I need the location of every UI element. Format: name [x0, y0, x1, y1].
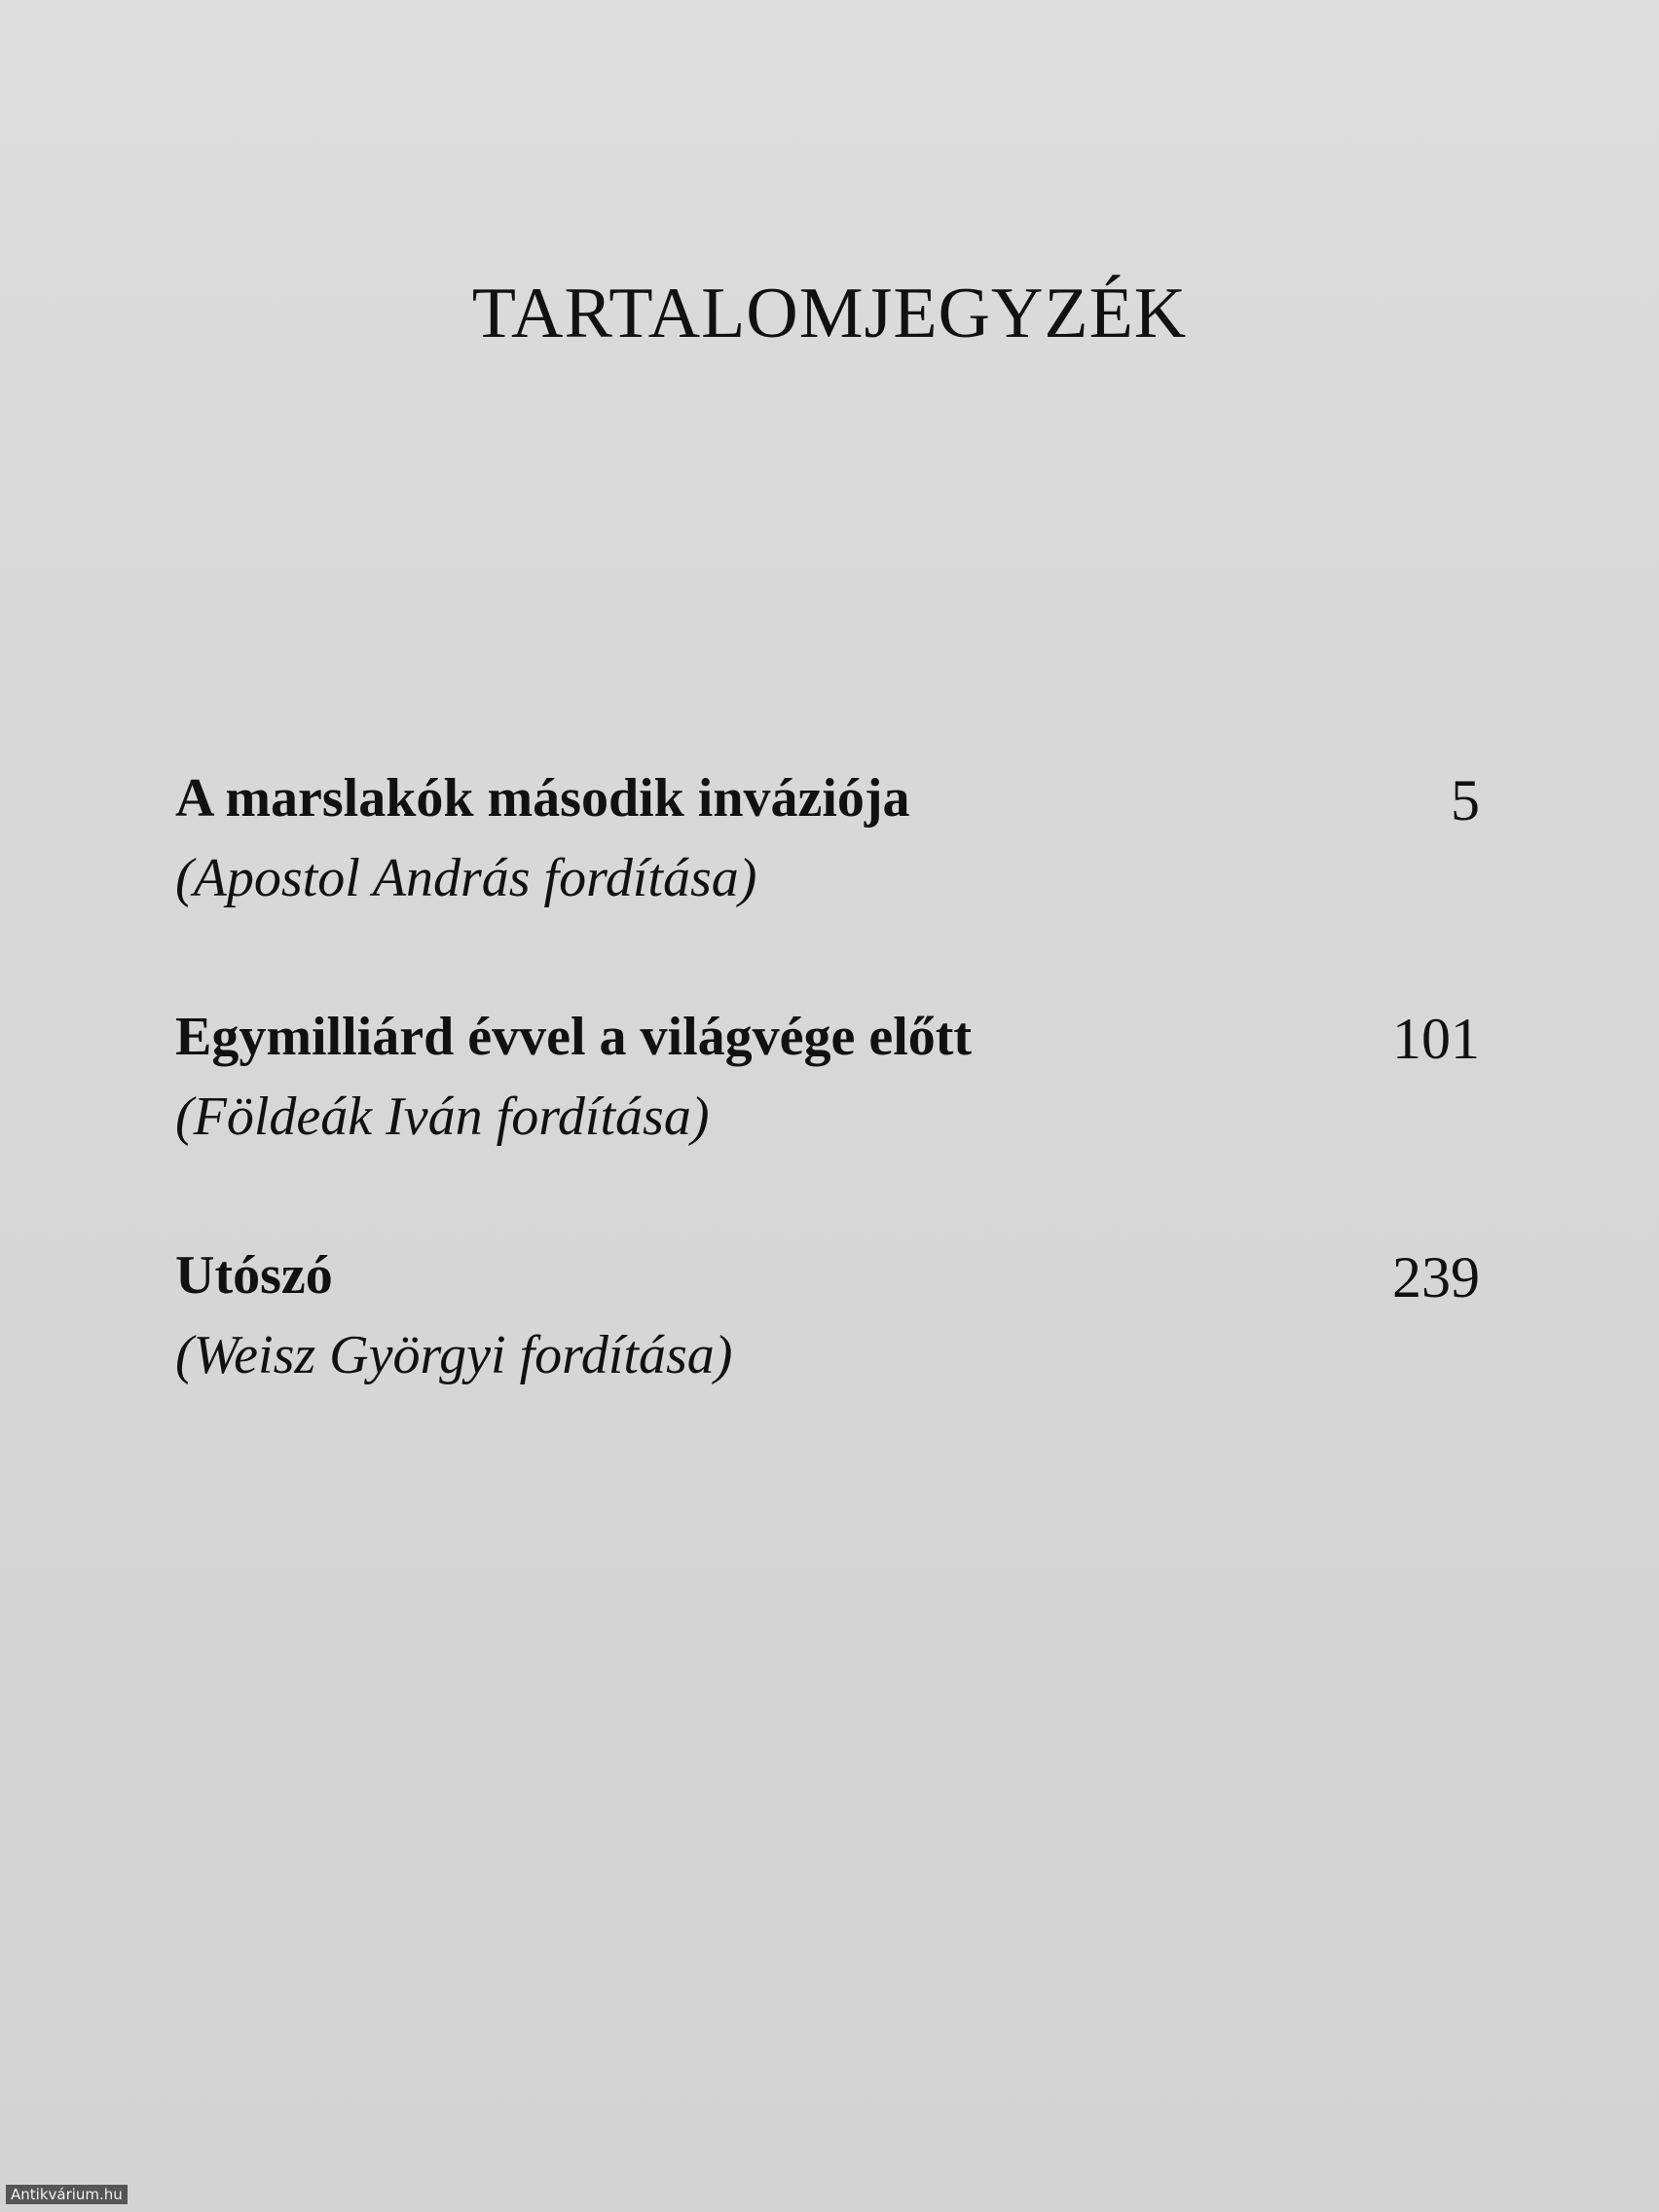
toc-entry-translator: (Földeák Iván fordítása) — [175, 1087, 710, 1147]
toc-entry-page-number: 5 — [1451, 768, 1480, 832]
toc-entry-translator: (Weisz Györgyi fordítása) — [175, 1325, 733, 1385]
toc-entry-page-number: 101 — [1392, 1007, 1480, 1071]
toc-entry — [175, 1244, 1480, 1483]
toc-entry — [175, 1006, 1480, 1244]
watermark: Antikvárium.hu — [6, 2185, 128, 2204]
toc-entry-title: Utószó — [175, 1245, 333, 1306]
toc-entry-title: A marslakók második inváziója — [175, 768, 910, 829]
toc-entry — [175, 767, 1480, 1006]
table-of-contents — [175, 767, 1480, 1483]
toc-entry-page-number: 239 — [1392, 1245, 1480, 1309]
toc-entry-translator: (Apostol András fordítása) — [175, 848, 757, 908]
page-title: TARTALOMJEGYZÉK — [471, 274, 1188, 353]
toc-entry-title: Egymilliárd évvel a világvége előtt — [175, 1007, 973, 1067]
